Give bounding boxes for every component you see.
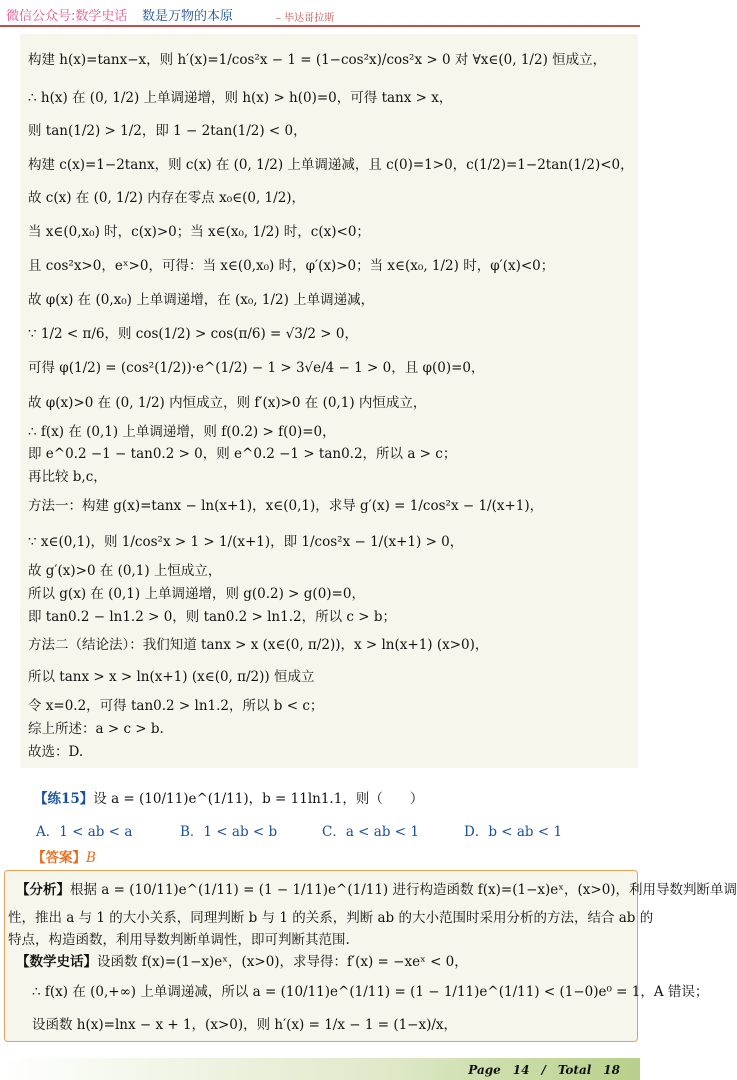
option-c: C．a < ab < 1 [322,824,419,840]
solution-line: 且 cos²x>0，eˣ>0，可得：当 x∈(0,x₀) 时，φ′(x)>0；当 x∈(x₀, 1/2) 时，φ′(x)<0； [28,258,555,274]
solution-line: 即 e^0.2 −1 − tan0.2 > 0，则 e^0.2 −1 > tan0.2，所以 a > c； [28,446,457,462]
solution-line: 综上所述：a > c > b. [28,721,164,737]
history-tag: 【数学史话】 [16,954,97,970]
solution-line: 构建 c(x)=1−2tanx，则 c(x) 在 (0, 1/2) 上单调递减，且 c(0)=1>0，c(1/2)=1−2tan(1/2)<0， [28,157,634,173]
analysis-line: 设函数 f(x)=(1−x)eˣ，(x>0)，求导得：f′(x) = −xeˣ < 0， [97,954,468,970]
page-number: Page 14 / Total 18 [468,1063,620,1077]
option-a: A．1 < ab < a [36,824,133,840]
solution-line: 方法二（结论法）：我们知道 tanx > x (x∈(0, π/2))，x > ln(x+1) (x>0)， [28,637,489,653]
answer-row [32,848,96,868]
solution-line: ∵ x∈(0,1)，则 1/cos²x > 1 > 1/(x+1)，即 1/cos²x − 1/(x+1) > 0， [28,534,464,550]
analysis-tag: 【分析】 [16,882,70,898]
option-b: B．1 < ab < b [180,824,278,840]
header-rule [0,25,640,27]
page-header [0,0,640,28]
exercise-stem: 设 a = (10/11)e^(1/11)，b = 11ln1.1，则（ ） [93,791,424,807]
solution-line: 故 c(x) 在 (0, 1/2) 内存在零点 x₀∈(0, 1/2)， [28,190,306,206]
page-footer [0,1058,640,1080]
analysis-line: 特点，构造函数，利用导数判断单调性，即可判断其范围. [8,932,350,948]
solution-line: 故 φ(x)>0 在 (0, 1/2) 内恒成立，则 f′(x)>0 在 (0,1) 内恒成立， [28,395,427,411]
solution-line: 可得 φ(1/2) = (cos²(1/2))·e^(1/2) − 1 > 3√e/4 − 1 > 0，且 φ(0)=0， [28,360,485,376]
wechat-label: 微信公众号:数学史话 [6,9,128,24]
solution-line: 故选：D. [28,744,84,760]
exercise-tag: 【练15】 [34,791,94,807]
option-d: D．b < ab < 1 [464,824,563,840]
solution-line: 则 tan(1/2) > 1/2，即 1 − 2tan(1/2) < 0， [28,123,307,139]
solution-line: 当 x∈(0,x₀) 时，c(x)>0；当 x∈(x₀, 1/2) 时，c(x)<0； [28,224,370,240]
header-title: 数是万物的本原 [142,9,234,24]
analysis-line: ∴ f(x) 在 (0,+∞) 上单调递减，所以 a = (10/11)e^(1/11) = (1 − 1/11)e^(1/11) < (1−0)e⁰ = 1，A 错误； [32,984,709,1000]
solution-line: 方法一：构建 g(x)=tanx − ln(x+1)，x∈(0,1)，求导 g′(x) = 1/cos²x − 1/(x+1)， [28,498,544,514]
solution-line: ∴ h(x) 在 (0, 1/2) 上单调递增，则 h(x) > h(0)=0，可得 tanx > x， [28,90,453,106]
solution-line: ∴ f(x) 在 (0,1) 上单调递增，则 f(0.2) > f(0)=0， [28,424,336,440]
solution-line: 所以 tanx > x > ln(x+1) (x∈(0, π/2)) 恒成立 [28,669,315,685]
header-author: – 毕达哥拉斯 [276,13,335,24]
solution-line: 再比较 b,c， [28,469,107,485]
solution-line: ∵ 1/2 < π/6，则 cos(1/2) > cos(π/6) = √3/2 > 0， [28,326,358,342]
solution-line: 故 φ(x) 在 (0,x₀) 上单调递增，在 (x₀, 1/2) 上单调递减， [28,292,375,308]
answer-value: B [86,850,96,866]
analysis-line: 根据 a = (10/11)e^(1/11) = (1 − 1/11)e^(1/11) 进行构造函数 f(x)=(1−x)eˣ，(x>0)，利用导数判断单调 [70,882,737,898]
solution-line: 所以 g(x) 在 (0,1) 上单调递增，则 g(0.2) > g(0)=0， [28,586,365,602]
analysis-line: 设函数 h(x)=lnx − x + 1，(x>0)，则 h′(x) = 1/x − 1 = (1−x)/x， [32,1017,458,1033]
solution-line: 故 g′(x)>0 在 (0,1) 上恒成立， [28,563,222,579]
analysis-line: 性，推出 a 与 1 的大小关系，同理判断 b 与 1 的关系，判断 ab 的大小范围时采用分析的方法，结合 ab 的 [8,910,654,926]
solution-line: 令 x=0.2，可得 tan0.2 > ln1.2，所以 b < c； [28,698,324,714]
solution-line: 即 tan0.2 − ln1.2 > 0，则 tan0.2 > ln1.2，所以 c > b； [28,609,396,625]
solution-line: 构建 h(x)=tanx−x，则 h′(x)=1/cos²x − 1 = (1−cos²x)/cos²x > 0 对 ∀x∈(0, 1/2) 恒成立， [28,52,607,68]
answer-tag: 【答案】 [32,850,86,866]
